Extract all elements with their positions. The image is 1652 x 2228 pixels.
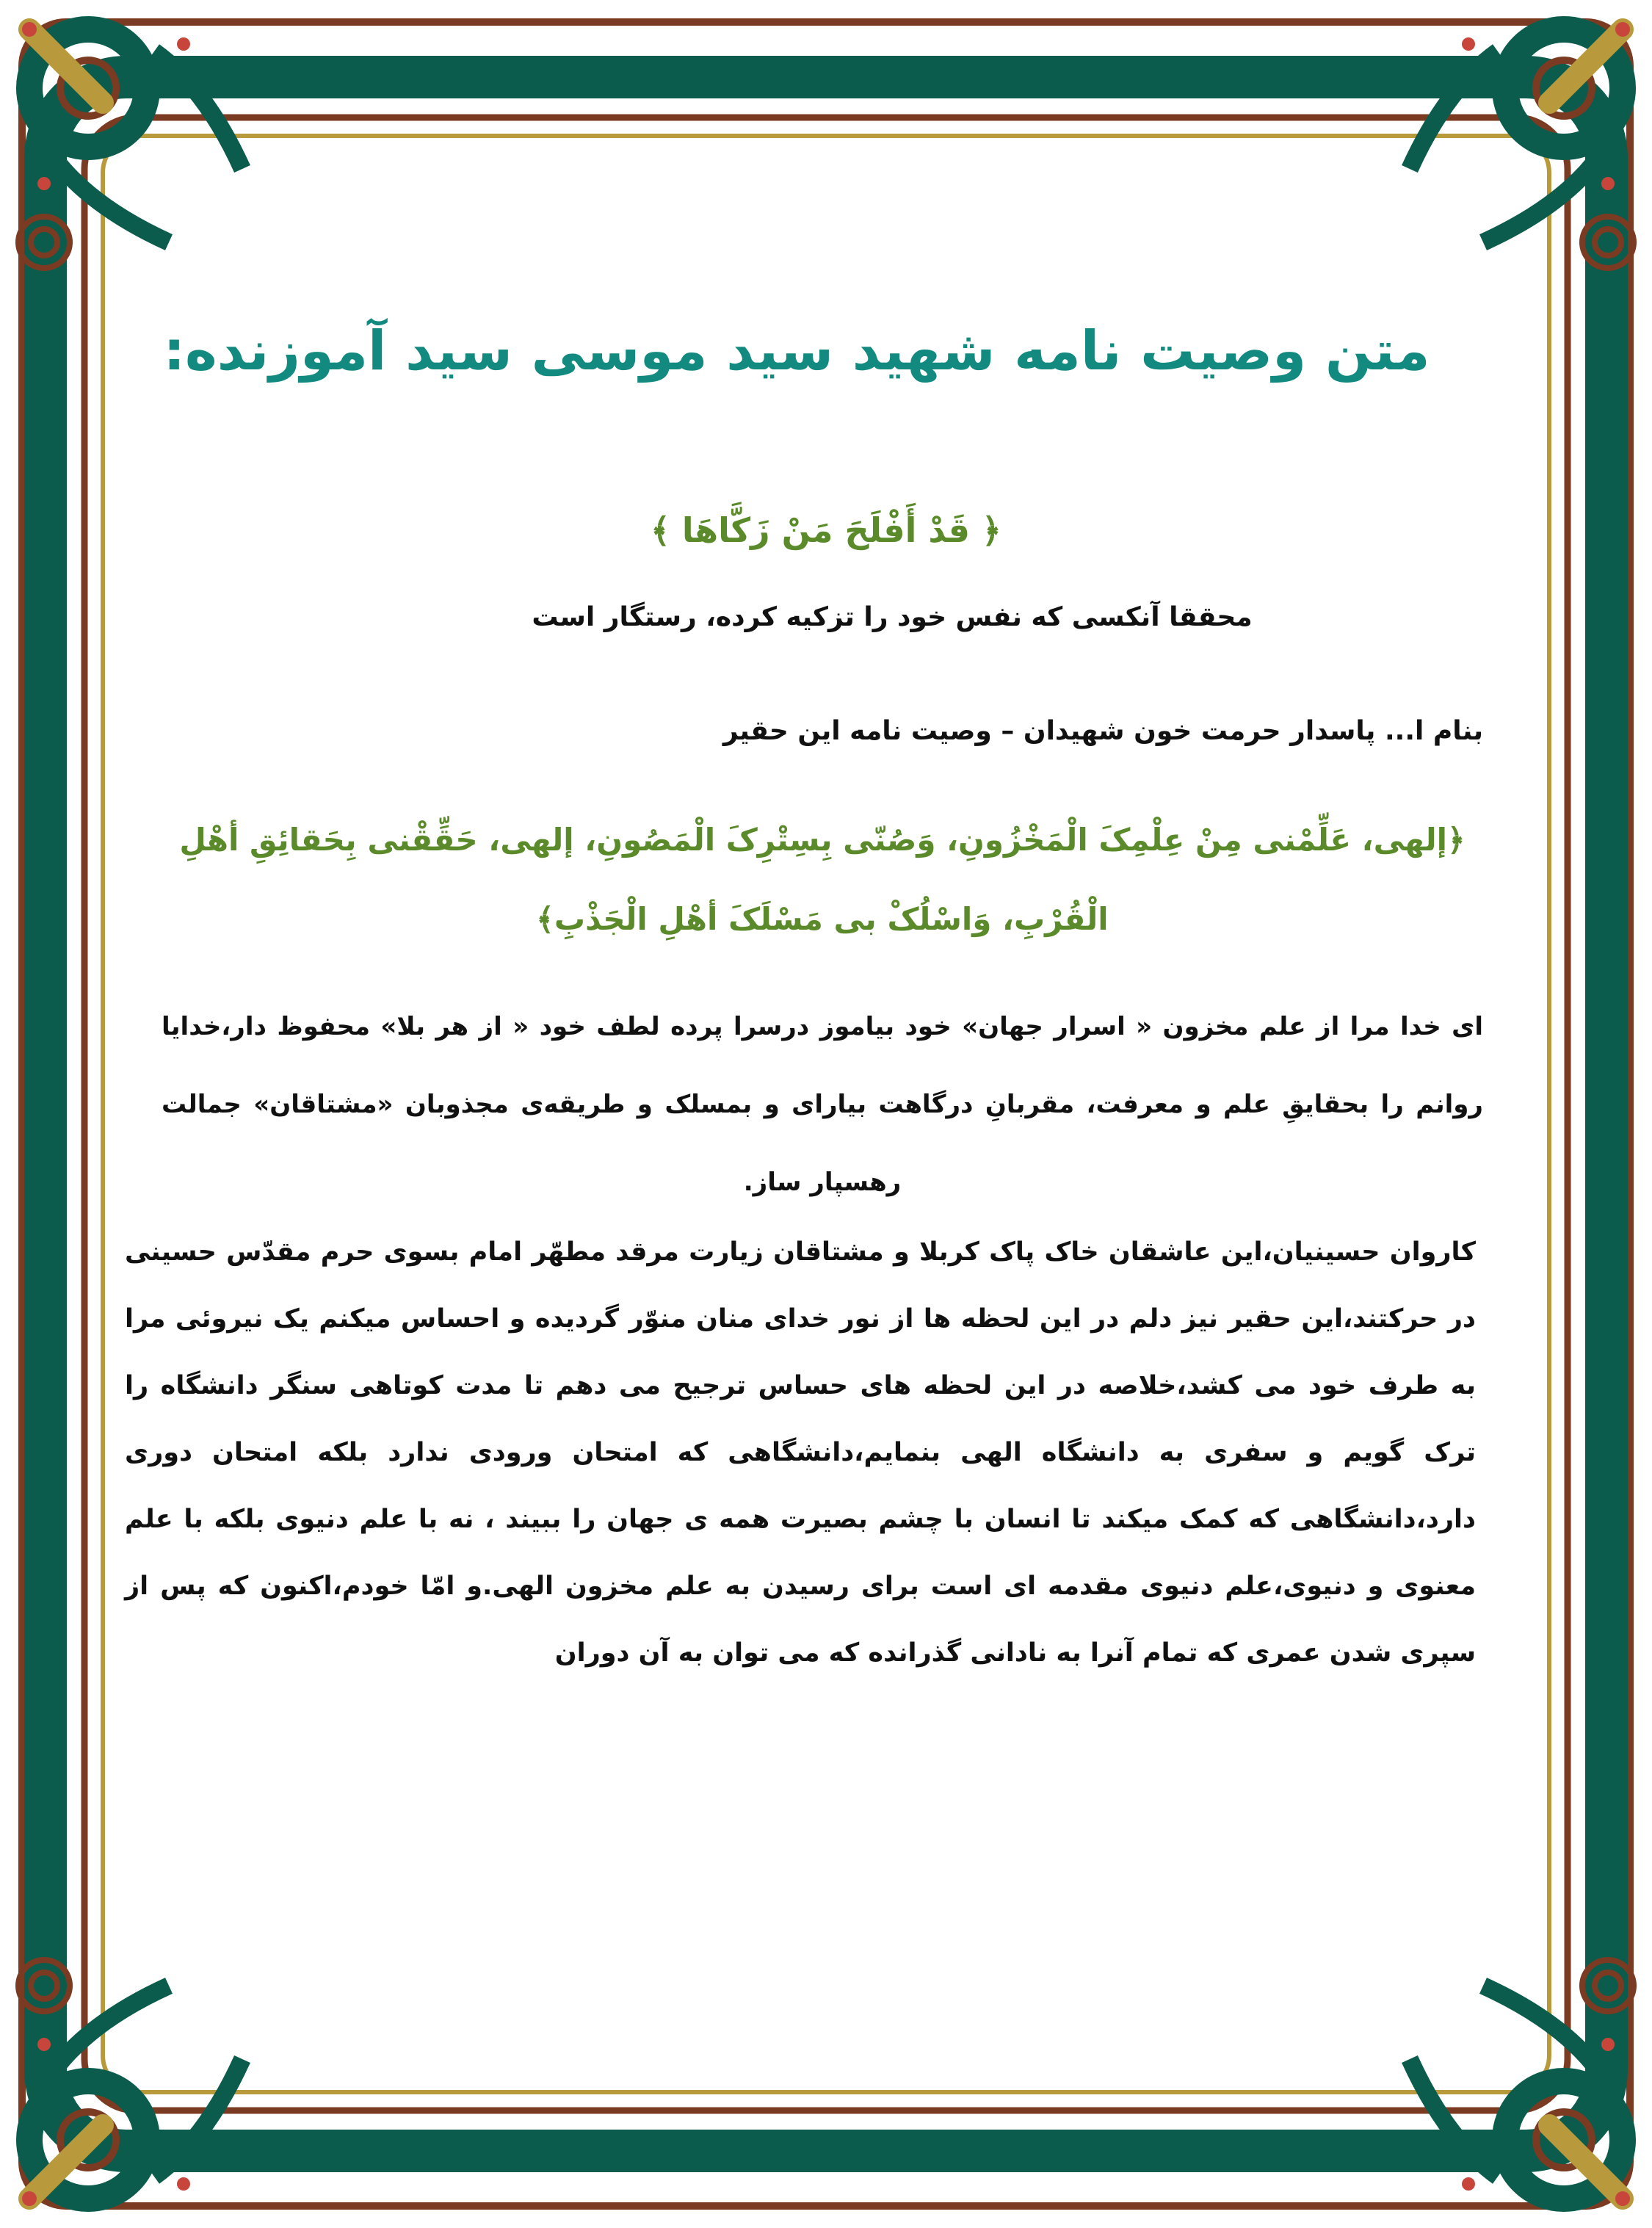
document-content xyxy=(125,220,1505,2130)
arabic-prayer: ﴿إلهی، عَلِّمْنی مِنْ عِلْمِکَ الْمَخْزُونِ، وَصُنّی بِسِتْرِکَ الْمَصُونِ، إلهی، حَقِّقْنی بِحَقائِقِ أهْلِ الْقُرْبِ، وَاسْلُکْ بی مَسْلَکَ أهْلِ الْجَذْبِ﴾ xyxy=(179,822,1466,937)
testament-body: کاروان حسینیان،این عاشقان خاک پاک کربلا و مشتاقان زیارت مرقد مطهّر امام بسوی حرم مقدّس حسینی در حرکتند،این حقیر نیز دلم در این لحظه ها از نور خدای منان منوّر گردیده و احساس میکنم یک نیروئی مرا به طرف خود می کشد،خلاصه در این لحظه های حساس ترجیح می دهم تا مدت کوتاهی سنگر دانشگاه را ترک گویم و سفری به دانشگاه الهی بنمایم،دانشگاهی که امتحان ورودی ندارد بلکه امتحان دوری دارد،دانشگاهی که کمک میکند تا انسان با چشم بصیرت همه ی جهان را ببیند ، نه با علم دنیوی بلکه با علم معنوی و دنیوی،علم دنیوی مقدمه ای است برای رسیدن به علم مخزون الهی.و امّا خودم،اکنون که پس از سپری شدن عمری که تمام آنرا به نادانی گذرانده که می توان به آن دوران xyxy=(125,1237,1476,1668)
opening-line: بنام ا... پاسدار حرمت خون شهیدان – وصیت نامه این حقیر xyxy=(722,716,1483,746)
prayer-translation: ای خدا مرا از علم مخزون « اسرار جهان» خود بیاموز درسرا پرده لطف خود « از هر بلا» محفوظ دار،خدایا روانم را بحقایقِ علم و معرفت، مقربانِ درگاهت بیارای و بمسلک و طریقه‌ی مجذوبان «مشتاقان» جمالت رهسپار ساز. xyxy=(162,1012,1483,1197)
quran-verse: ﴿ قَدْ أَفْلَحَ مَنْ زَكَّاهَا ﴾ xyxy=(650,510,1002,550)
verse-translation: محققا آنکسی که نفس خود را تزکیه کرده، رستگار است xyxy=(532,602,1253,632)
page-title: متن وصیت نامه شهید سید موسی سید آموزنده: xyxy=(163,319,1430,383)
